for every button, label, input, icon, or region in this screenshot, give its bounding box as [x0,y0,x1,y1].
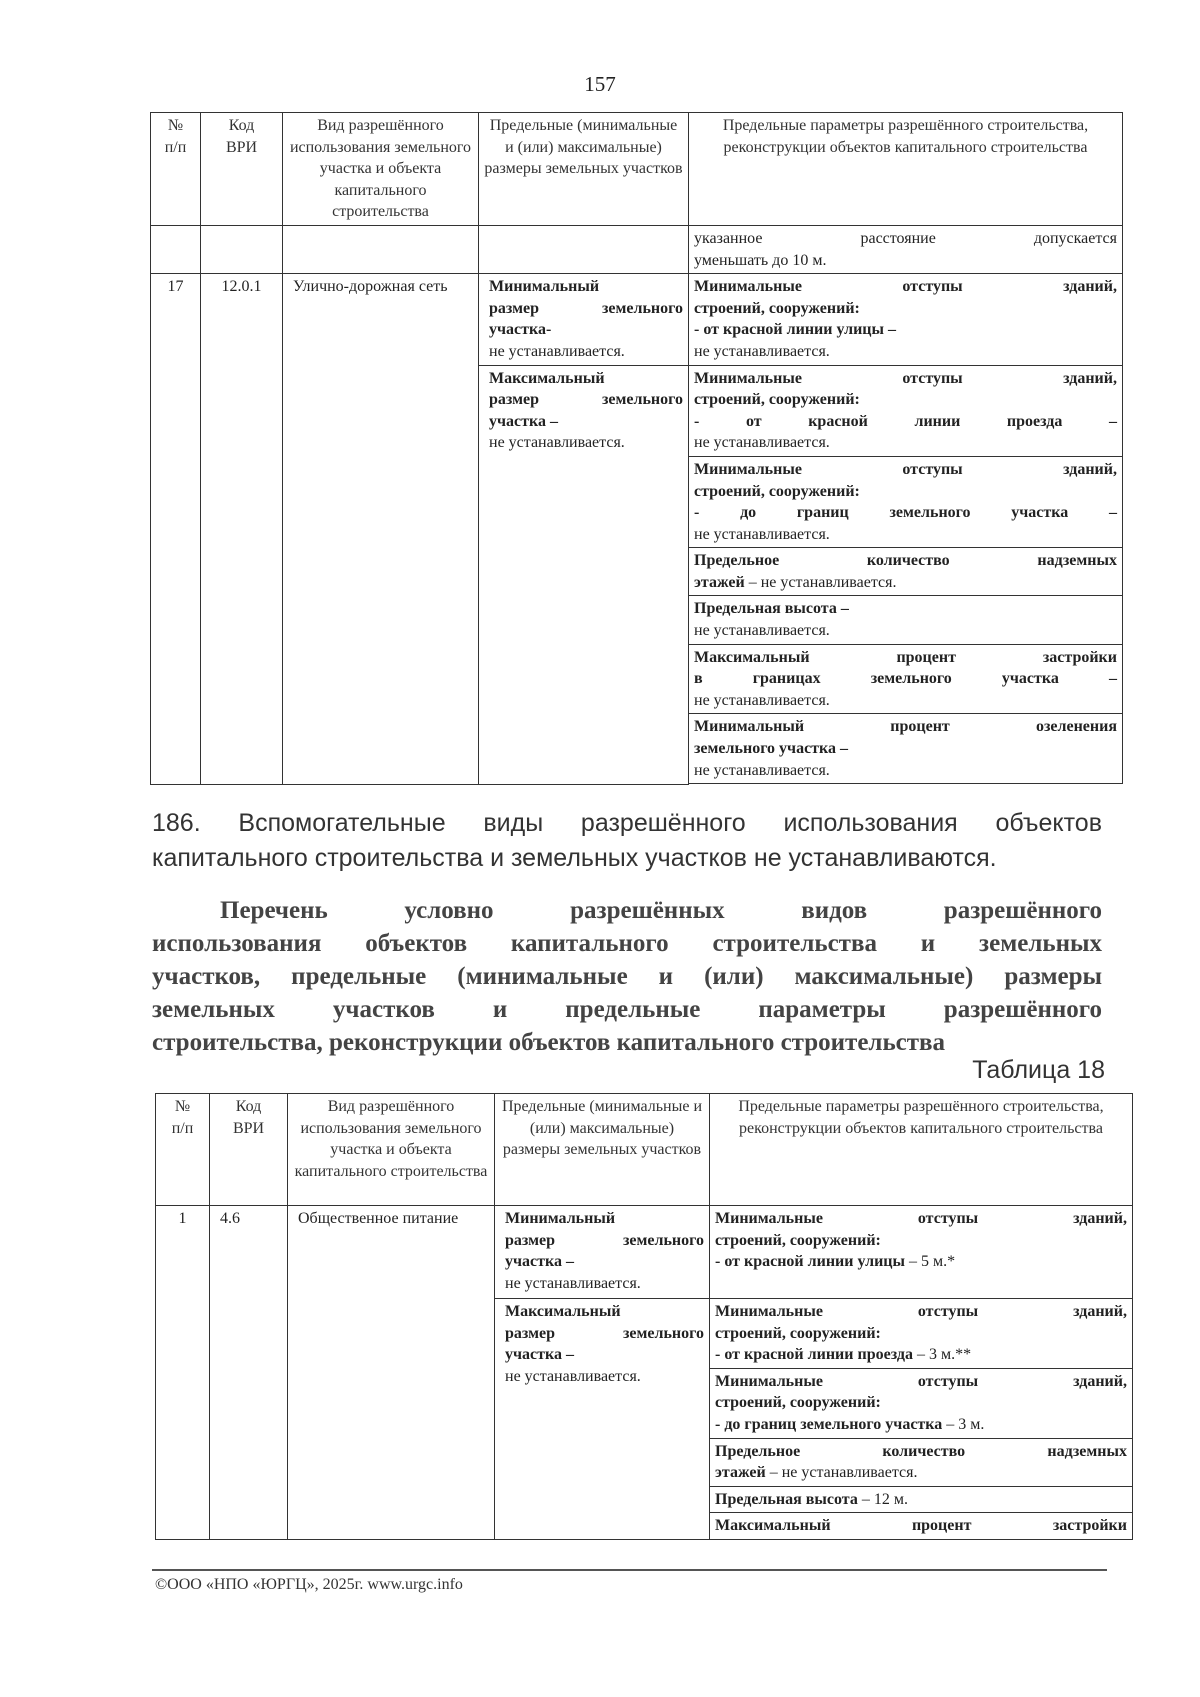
header-params: Предельные параметры разрешённого строительства, реконструкции объектов капитального строительства [689,113,1123,226]
table-header-row [156,1094,1133,1206]
param-cell: Предельное количество надземных этажей – не устанавливается. [689,548,1123,596]
row-num: 17 [151,274,201,785]
param-cell: Предельная высота – не устанавливается. [689,596,1123,644]
max-size-cell: Максимальный размер земельного участка – не устанавливается. [479,365,689,784]
row-use: Общественное питание [288,1206,495,1540]
param-cell: Предельная высота – 12 м. [710,1486,1133,1513]
header-size: Предельные (минимальные и (или) максимальные) размеры земельных участков [495,1094,710,1206]
header-code: Код ВРИ [210,1094,288,1206]
section-heading: Перечень условно разрешённых видов разрешённого использования объектов капитального строительства и земельных участков, предельные (минимальные и (или) максимальные) размеры земельных участков и предельные параметры разрешённого строительства, реконструкции объектов капитального строительства [152,897,1102,1056]
continuation-cell: указанное расстояние допускается уменьшать до 10 м. [689,225,1123,273]
header-size: Предельные (минимальные и (или) максимальные) размеры земельных участков [479,113,689,226]
min-size-cell: Минимальный размер земельного участка- не устанавливается. [479,274,689,365]
header-use: Вид разрешённого использования земельного участка и объекта капитального строительства [283,113,479,226]
param-cell: Минимальные отступы зданий, строений, сооружений: - до границ земельного участка – 3 м. [710,1368,1133,1438]
param-cell: Минимальные отступы зданий, строений, сооружений: - до границ земельного участка – не устанавливается. [689,456,1123,547]
param-cell: Минимальные отступы зданий, строений, сооружений: - от красной линии проезда – 3 м.** [710,1299,1133,1369]
param-cell: Минимальный процент озеленения земельного участка – не устанавливается. [689,714,1123,784]
row-code: 12.0.1 [201,274,283,785]
conditional-use-table [155,1093,1133,1540]
continuation-row [151,225,1123,273]
param-cell: Максимальный процент застройки в границах земельного участка – не устанавливается. [689,644,1123,714]
header-code: Код ВРИ [201,113,283,226]
header-params: Предельные параметры разрешённого строительства, реконструкции объектов капитального строительства [710,1094,1133,1206]
paragraph-186: 186. Вспомогательные виды разрешённого использования объектов капитального строительства и земельных участков не устанавливаются. [152,809,1102,872]
param-cell: Минимальные отступы зданий, строений, сооружений: - от красной линии улицы – 5 м.* [710,1206,1133,1299]
footer-rule [152,1569,1107,1571]
permitted-use-table-continued [150,112,1123,785]
table-row [151,274,1123,365]
table-header-row [151,113,1123,226]
param-cell: Предельное количество надземных этажей – не устанавливается. [710,1438,1133,1486]
header-num: № п/п [151,113,201,226]
footer-copyright: ©ООО «НПО «ЮРГЦ», 2025г. www.urgc.info [155,1576,463,1593]
row-num: 1 [156,1206,210,1540]
header-num: № п/п [156,1094,210,1206]
row-code: 4.6 [210,1206,288,1540]
param-cell: Максимальный процент застройки [710,1513,1133,1540]
table-label: Таблица 18 [972,1056,1105,1084]
table-row [156,1206,1133,1299]
min-size-cell: Минимальный размер земельного участка – не устанавливается. [495,1206,710,1299]
max-size-cell: Максимальный размер земельного участка – не устанавливается. [495,1299,710,1540]
header-use: Вид разрешённого использования земельного участка и объекта капитального строительства [288,1094,495,1206]
page-number: 157 [584,72,616,96]
param-cell: Минимальные отступы зданий, строений, сооружений: - от красной линии улицы – не устанавливается. [689,274,1123,365]
row-use: Улично-дорожная сеть [283,274,479,785]
param-cell: Минимальные отступы зданий, строений, сооружений: - от красной линии проезда – не устанавливается. [689,365,1123,456]
